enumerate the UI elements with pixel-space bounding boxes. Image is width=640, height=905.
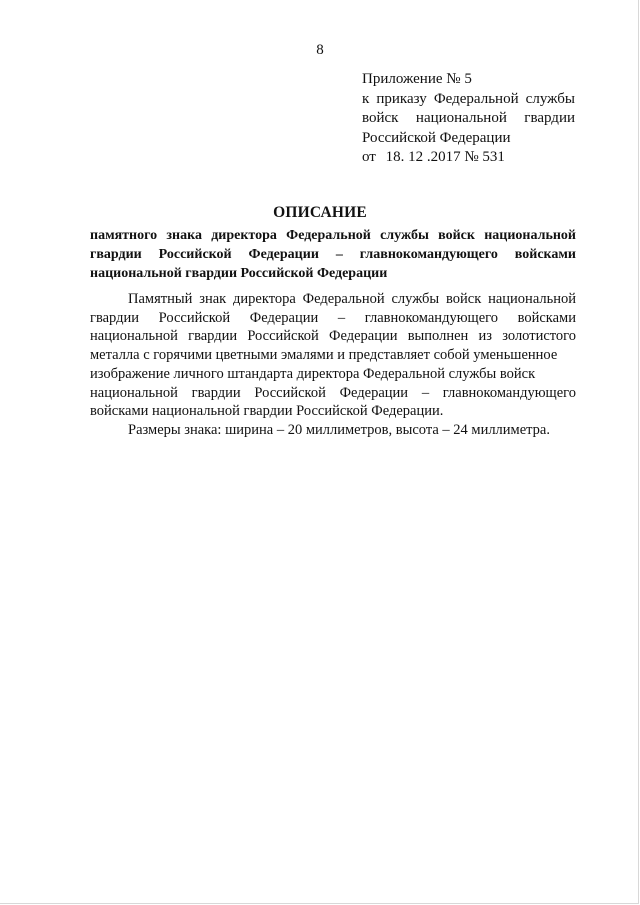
order-number: 531	[482, 149, 505, 165]
body-dimensions-line: Размеры знака: ширина – 20 миллиметров, высота – 24 миллиметра.	[128, 421, 550, 438]
document-subtitle	[90, 226, 576, 283]
body-line: металла с горячими цветными эмалями и представляет собой уменьшенное	[90, 347, 558, 364]
appendix-block	[362, 70, 575, 168]
number-prefix: №	[464, 149, 479, 165]
appendix-date-line	[362, 148, 575, 168]
subtitle-line: памятного знака директора Федеральной службы войск национальной	[90, 228, 576, 243]
document-body	[90, 290, 576, 440]
subtitle-line: национальной гвардии Российской Федерации	[90, 266, 388, 281]
body-line: гвардии Российской Федерации – главнокомандующего войсками	[90, 309, 576, 326]
document-title: ОПИСАНИЕ	[273, 204, 367, 221]
order-date: 18. 12 .2017	[385, 149, 461, 165]
appendix-country-line: Российской Федерации	[362, 129, 511, 146]
body-line: национальной гвардии Российской Федерации – главнокомандующего	[90, 384, 576, 401]
page-number: 8	[316, 42, 324, 58]
appendix-agency-line: войск национальной гвардии	[362, 110, 575, 126]
appendix-title: Приложение № 5	[362, 71, 472, 87]
body-line: национальной гвардии Российской Федерации выполнен из золотистого	[90, 328, 576, 345]
body-line: войсками национальной гвардии Российской Федерации.	[90, 403, 444, 420]
body-line: Памятный знак директора Федеральной службы войск национальной	[128, 291, 576, 307]
date-prefix: от	[362, 149, 376, 165]
body-line: изображение личного штандарта директора Федеральной службы войск	[90, 365, 536, 382]
appendix-order-line: к приказу Федеральной службы	[362, 90, 575, 107]
subtitle-line: гвардии Российской Федерации – главнокомандующего войсками	[90, 247, 576, 262]
